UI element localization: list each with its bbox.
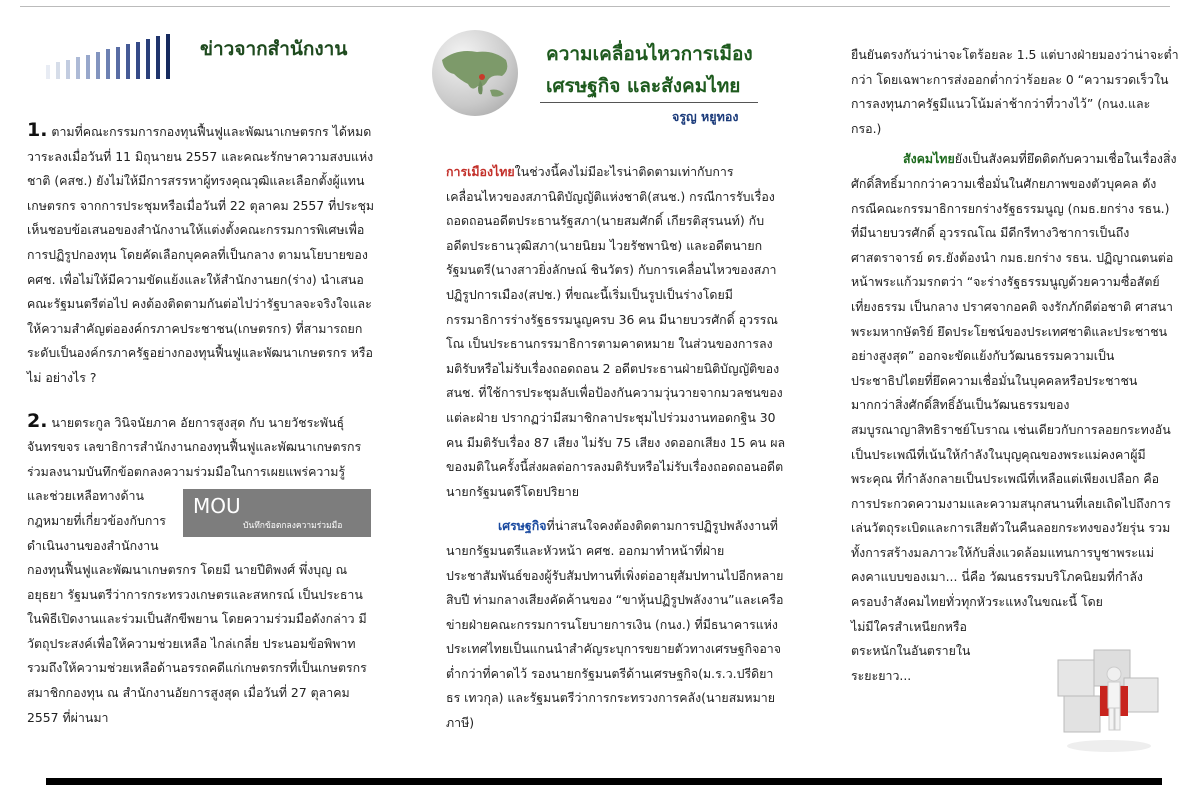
stripe bbox=[166, 34, 170, 79]
politics-text: ในช่วงนี้คงไม่มีอะไรน่าติดตามเท่ากับการเคลื่อนไหวของสภานิติบัญญัติแห่งชาติ(สนช.) กรณีการรับเรื่องถอดถอนอดีตประธานรัฐสภา(นายสมศักดิ์ เกียรติสุรนนท์) กับอดีตประธานวุฒิสภา(นายนิยม ไวยรัชพานิช) และอดีตนายกรัฐมนตรี(นางสาวยิ่งลักษณ์ ชินวัตร) กับการเคลื่อนไหวของสภาปฏิรูปการเมือง(สปช.) ที่ขณะนี้เริ่มเป็นรูปเป็นร่างโดยมีกรรมาธิการร่างรัฐธรรมนูญครบ 36 คน มีนายบวรศักดิ์ อุวรรณโณ เป็นประธานกรรมาธิการตามคาดหมาย ในส่วนของการลงมติรับหรือไม่รับเรื่องถอดถอน 2 อดีตประธานฝ่ายนิติบัญญัติของ สนช. ที่ใช้การประชุมลับเพื่อป้องกันความวุ่นวายจากมวลชนของแต่ละฝ่าย ปรากฏว่ามีสมาชิกลาประชุมไปร่วมงานทอดกฐิน 30 คน มีมติรับเรื่อง 87 เสียง ไม่รับ 75 เสียง งดออกเสียง 15 คน ผลของมติในครั้งนี้ส่งผลต่อการลงมติรับหรือไม่รับเรื่องถอดถอนอดีตนายกรัฐมนตรีโดยปริยาย bbox=[446, 164, 786, 499]
item-number: 1. bbox=[27, 119, 48, 141]
author-name: จรูญ หยูทอง bbox=[672, 109, 739, 124]
economy-lead: เศรษฐกิจ bbox=[498, 518, 547, 534]
economy-text: ที่น่าสนใจคงต้องติดตามการปฏิรูปพลังงานที่นายกรัฐมนตรีและหัวหน้า คศช. ออกมาทำหน้าที่ฝ่ายประชาสัมพันธ์ของผู้รับสัมปทานที่เพิ่งต่ออายุสัมปทานไปอีกหลายสิบปี ท่ามกลางเสียงคัดค้านของ “ขาหุ้นปฏิรูปพลังงาน”และเครือข่ายฝ่ายคณะกรรมการนโยบายการเงิน (กนง.) ที่มีธนาคารแห่งประเทศไทยเป็นแกนนำสำคัญระบุการขยายตัวทางเศรษฐกิจอาจต่ำกว่าที่คาดไว้ รองนายกรัฐมนตรีด้านเศรษฐกิจ(ม.ร.ว.ปรีดิยาธร เทวกุล) และรัฐมนตรีว่าการกระทรวงการคลัง(นายสมหมาย ภาษี) bbox=[446, 518, 784, 731]
stripe bbox=[66, 60, 70, 79]
politics-paragraph bbox=[446, 160, 786, 504]
news-item-2-text-a: นายตระกูล วินิจนัยภาค อัยการสูงสุด กับ นายวัชระพันธุ์ จันทรขจร เลขาธิการสำนักงานกองทุนฟื้นฟูและพัฒนาเกษตรกร ร่วมลงนามบันทึกข้อตกลงความร่วมมือในการเผยแพร่ความรู้ bbox=[27, 414, 362, 479]
society-closing-c: ระยะยาว... bbox=[851, 667, 912, 683]
article-title-line-1: ความเคลื่อนไหวการเมือง bbox=[546, 43, 753, 65]
society-closing-b: ตระหนักในอันตรายใน bbox=[851, 643, 971, 659]
stripe bbox=[116, 47, 120, 79]
society-paragraph bbox=[851, 147, 1181, 614]
globe-map-icon bbox=[432, 30, 518, 116]
stripe bbox=[156, 36, 160, 79]
news-item-2 bbox=[27, 409, 377, 485]
economy-paragraph bbox=[446, 514, 786, 735]
society-text: ยังเป็นสังคมที่ยึดติดกับความเชื่อในเรื่องสิ่งศักดิ์สิทธิ์มากกว่าความเชื่อมั่นในศักยภาพของตัวบุคคล ดังกรณีคณะกรรมาธิการยกร่างรัฐธรรมนูญ (กมธ.ยกร่าง รธน.) ที่มีนายบวรศักดิ์ อุวรรณโณ มีดีกรีทางวิชาการเป็นถึงศาสตราจารย์ ดร.ยังต้องนำ กมธ.ยกร่าง รธน. ปฏิญาณตนต่อหน้าพระแก้วมรกตว่า “จะร่างรัฐธรรมนูญด้วยความซื่อสัตย์ เที่ยงธรรม เป็นกลาง ปราศจากอคติ จงรักภักดีต่อชาติ ศาสนา พระมหากษัตริย์ ยึดประโยชน์ของประเทศชาติและประชาชนอย่างสูงสุด” ออกจะขัดแย้งกับวัฒนธรรมความเป็นประชาธิปไตยที่ยึดความเชื่อมั่นในบุคคลหรือประชาชนมากกว่าสิ่งศักดิ์สิทธิ์อันเป็นวัฒนธรรมของสมบูรณาญาสิทธิราชย์โบราณ เช่นเดียวกับการลอยกระทงอันเป็นประเพณีที่เน้นให้กำลังในบุญคุณของพระแม่คงคาผู้มีพระคุณ ที่กำลังกลายเป็นประเพณีที่เหลือแต่เพียงเปลือก คือ การประกวดความงามและความสนุกสนานที่เลยเถิดไปถึงการเล่นวัตถุระเบิดและการเสียตัวในคืนลอยกระทงของวัยรุ่น รวมทั้งการสร้างมลภาวะให้กับสิ่งแวดล้อมแทนการบูชาพระแม่คงคาแบบของเมา... นี่คือ วัฒนธรรมบริโภคนิยมที่กำลังครอบงำสังคมไทยทั่วทุกหัวระแหงในขณะนี้ โดย bbox=[851, 151, 1177, 610]
stripe bbox=[76, 57, 80, 79]
news-item-1 bbox=[27, 118, 377, 391]
article-title bbox=[546, 38, 753, 102]
society-closing-a: ไม่มีใครสำเหนียกหรือ bbox=[851, 618, 967, 634]
economy-continued: ยืนยันตรงกันว่าน่าจะโตร้อยละ 1.5 แต่บางฝ่ายมองว่าน่าจะต่ำกว่า โดยเฉพาะการส่งออกต่ำกว่าร้อยละ 0 “ความรวดเร็วในการลงทุนภาครัฐมีแนวโน้มล่าช้ากว่าที่วางไว้” (กนง.และ กรอ.) bbox=[851, 47, 1179, 136]
middle-column bbox=[446, 160, 786, 736]
news-item-1-text: ตามที่คณะกรรมการกองทุนฟื้นฟูและพัฒนาเกษตรกร ได้หมดวาระลงเมื่อวันที่ 11 มิถุนายน 2557 และคณะรักษาความสงบแห่งชาติ (คสช.) ยังไม่ให้มีการสรรหาผู้ทรงคุณวุฒิและเลือกตั้งผู้แทนเกษตรกร จากการประชุมหรือเมื่อวันที่ 22 ตุลาคม 2557 ที่ประชุมเห็นชอบข้อเสนอของสำนักงานให้แต่งตั้งคณะกรรมการพิเศษเพื่อการปฏิรูปกองทุน โดยคัดเลือกบุคคลที่เป็นกลาง ตามนโยบายของ คศช. เพื่อไม่ให้มีความขัดแย้งและให้สำนักงานยก(ร่าง) นำเสนอคณะรัฐมนตรีต่อไป คงต้องติดตามกันต่อไปว่ารัฐบาลจะจริงใจและให้ความสำคัญต่อองค์กรภาคประชาชน(เกษตรกร) ที่สามารถยกระดับเป็นองค์กรภาครัฐอย่างกองทุนฟื้นฟูและพัฒนาเกษตรกร หรือไม่ อย่างไร ? bbox=[27, 124, 375, 385]
stripe bbox=[136, 42, 140, 79]
puzzle-figure-image bbox=[1054, 630, 1162, 758]
news-item-2-text-c: กฎหมายที่เกี่ยวข้องกับการ bbox=[27, 512, 166, 528]
news-item-2-text-b: และช่วยเหลือทางด้าน bbox=[27, 488, 144, 504]
stripe bbox=[46, 65, 50, 79]
section-title-office-news: ข่าวจากสำนักงาน bbox=[200, 38, 348, 60]
top-divider bbox=[20, 6, 1170, 7]
item-number: 2. bbox=[27, 409, 48, 432]
stripe bbox=[106, 49, 110, 79]
mou-image bbox=[183, 489, 371, 537]
stripe bbox=[126, 44, 130, 79]
society-lead: สังคมไทย bbox=[903, 151, 955, 167]
title-underline bbox=[540, 102, 758, 103]
globe-image bbox=[432, 30, 518, 116]
stripe bbox=[86, 55, 90, 79]
mou-caption: บันทึกข้อตกลงความร่วมมือ bbox=[243, 521, 343, 531]
news-item-2-text-e: กองทุนฟื้นฟูและพัฒนาเกษตรกร โดยมี นายปีติพงศ์ พึ่งบุญ ณ อยุธยา รัฐมนตรีว่าการกระทรวงเกษตรและสหกรณ์ เป็นประธานในพิธีเปิดงานและร่วมเป็นสักขีพยาน โดยความร่วมมือดังกล่าว มีวัตถุประสงค์เพื่อให้ความช่วยเหลือ ไกล่เกลี่ย ประนอมข้อพิพาท รวมถึงให้ความช่วยเหลือด้านอรรถคดีแก่เกษตรกรที่เป็นเกษตรกรสมาชิกกองทุน ณ สำนักงานอัยการสูงสุด เมื่อวันที่ 27 ตุลาคม 2557 ที่ผ่านมา bbox=[27, 562, 367, 725]
stripe bbox=[146, 39, 150, 79]
stripe bbox=[56, 62, 60, 79]
stripe bbox=[96, 52, 100, 79]
politics-lead: การเมืองไทย bbox=[446, 164, 515, 179]
mou-label: MOU bbox=[193, 494, 241, 518]
right-column bbox=[851, 43, 1181, 688]
bottom-divider bbox=[46, 778, 1162, 785]
left-column bbox=[27, 118, 377, 730]
news-item-2-text-d: ดำเนินงานของสำนักงาน bbox=[27, 537, 159, 553]
decorative-stripes bbox=[46, 33, 176, 79]
article-title-line-2: เศรษฐกิจ และสังคมไทย bbox=[546, 75, 741, 97]
